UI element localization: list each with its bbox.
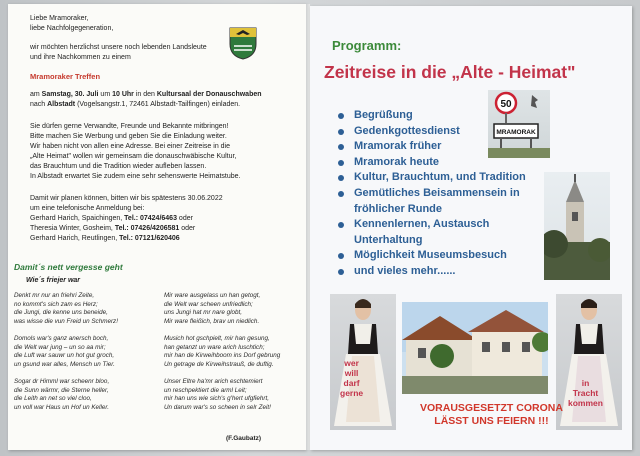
program-page — [310, 6, 632, 450]
house-photo — [402, 302, 548, 394]
paragraph-line-6: In Albstadt erwartet Sie zudem eine sehr sehenswerte Heimatstube. — [30, 173, 241, 180]
contact-1: Gerhard Harich, Spaichingen, Tel.: 07424/6463 oder — [30, 215, 193, 222]
greeting-line-2: liebe Nachfolgegeneration, — [30, 25, 114, 32]
church-photo — [544, 172, 610, 280]
program-item-culture: Kultur, Brauchtum, und Tradition — [338, 170, 526, 186]
event-line-2: nach Albstadt (Vogelsangstr.1, 72461 Albstadt-Tailfingen) einladen. — [30, 101, 241, 108]
poem-title: Damit´s nett vergesse geht — [14, 262, 123, 272]
program-item-museum: Möglichkeit Museumsbesuch — [338, 248, 526, 264]
contact-2: Theresia Winter, Gosheim, Tel.: 07426/4206581 oder — [30, 225, 196, 232]
program-item-service: Gedenkgottesdienst — [338, 124, 526, 140]
intro-line-2: und ihre Nachkommen zu einem — [30, 54, 131, 61]
bubble-word-1: wer — [344, 358, 359, 368]
town-sign-text: MRAMORAK — [496, 129, 536, 136]
program-item-gathering: Gemütliches Beisammensein in — [338, 186, 526, 202]
poem-left-column: Denkt mr nur an friehri Zeite, no kommt's sich zam es Herz; die Jungi, die kenne uns beneide, was wisse die vun Freid un Schmerz! Domols war's ganz anersch boch, die Welt war jung – un so aa mir; die Luft war sauwr un hot gut groch, un gsund war alles, Mensch un Tier. Sogar dr Himml war scheenr bloo, die Sunn wärmr, die Sterne heller, die Leith an net so viel cloo, un voll war Haus un Hof un Keller. — [14, 292, 118, 411]
paragraph-line-1: Sie dürfen gerne Verwandte, Freunde und Bekannte mitbringen! — [30, 123, 229, 130]
bubble-word-2: will — [344, 368, 359, 378]
program-item-past: Mramorak früher — [338, 139, 526, 155]
poem-author: (F.Gaubatz) — [226, 435, 262, 442]
plan-line-1: Damit wir planen können, bitten wir bis spätestens 30.06.2022 — [30, 195, 223, 202]
event-title: Mramoraker Treffen — [30, 72, 101, 81]
bubble-word-kommen: kommen — [568, 398, 603, 408]
intro-line-1: wir möchten herzlichst unsere noch lebenden Landsleute — [30, 44, 207, 51]
plan-line-2: um eine telefonische Anmeldung bei: — [30, 205, 145, 212]
paragraph-line-5: das Brauchtum und die Tradition wieder aufleben lassen. — [30, 163, 207, 170]
bubble-word-4: gerne — [340, 388, 364, 398]
right-bubble — [568, 378, 603, 408]
program-item-welcome: Begrüßung — [338, 108, 526, 124]
corona-line-2: LÄSST UNS FEIERN !!! — [434, 415, 549, 427]
coat-of-arms-icon — [228, 26, 258, 60]
invitation-page — [8, 4, 306, 450]
program-header: Programm: — [332, 38, 402, 53]
event-line-1: am Samstag, 30. Juli um 10 Uhr in den Kultursaal der Donauschwaben — [30, 91, 262, 98]
speed-sign-text: 50 — [500, 99, 512, 110]
program-item-meeting-cont: Unterhaltung — [354, 233, 423, 246]
corona-line-1: VORAUSGESETZT CORONA — [420, 402, 563, 414]
poem-subtitle: Wie´s friejer war — [26, 277, 81, 284]
program-item-meeting: Kennenlernen, Austausch — [338, 217, 526, 233]
program-list — [338, 108, 526, 280]
greeting-line-1: Liebe Mramoraker, — [30, 15, 89, 22]
program-item-today: Mramorak heute — [338, 155, 526, 171]
left-bubble — [340, 358, 363, 398]
program-item-more: und vieles mehr...... — [338, 264, 526, 280]
paragraph-line-4: „Alte Heimat" wollen wir gemeinsam die donauschwäbische Kultur, — [30, 153, 237, 160]
woman-traditional-dress-right — [556, 294, 622, 430]
paragraph-line-2: Bitte machen Sie Werbung und geben Sie die Einladung weiter. — [30, 133, 227, 140]
program-title: Zeitreise in die „Alte - Heimat" — [324, 62, 576, 82]
contact-3: Gerhard Harich, Reutlingen, Tel.: 07121/620406 — [30, 235, 180, 242]
poem-right-column: Mir ware ausgelass un han getogt, die Welt war scheen unfriedlich; uns Jungi hat mr nare globt, Mir ware fleißich, brav un niedlich. Musich hot gschpielt, mir han gesung, han getanzt un ware arich luschtich; mir han de Kirweihboom ins Dorf gebrung Un getrage de Kirweihstrauß, de duftig. Unser Eltre ha'mr arich eschtemiert un reschpektiert die arml Leit; mir han uns wie sich's g'hert ufgfiehrt, Un darum war's so scheen in selr Zeit! — [164, 292, 281, 411]
bubble-word-in: in — [581, 378, 590, 388]
bubble-word-3: darf — [343, 378, 360, 388]
paragraph-line-3: Wir haben nicht von allen eine Adresse. Bei einer Zeitreise in die — [30, 143, 230, 150]
bubble-word-tracht: Tracht — [572, 388, 599, 398]
corona-notice — [420, 402, 563, 428]
program-item-gathering-cont: fröhlicher Runde — [354, 202, 443, 215]
